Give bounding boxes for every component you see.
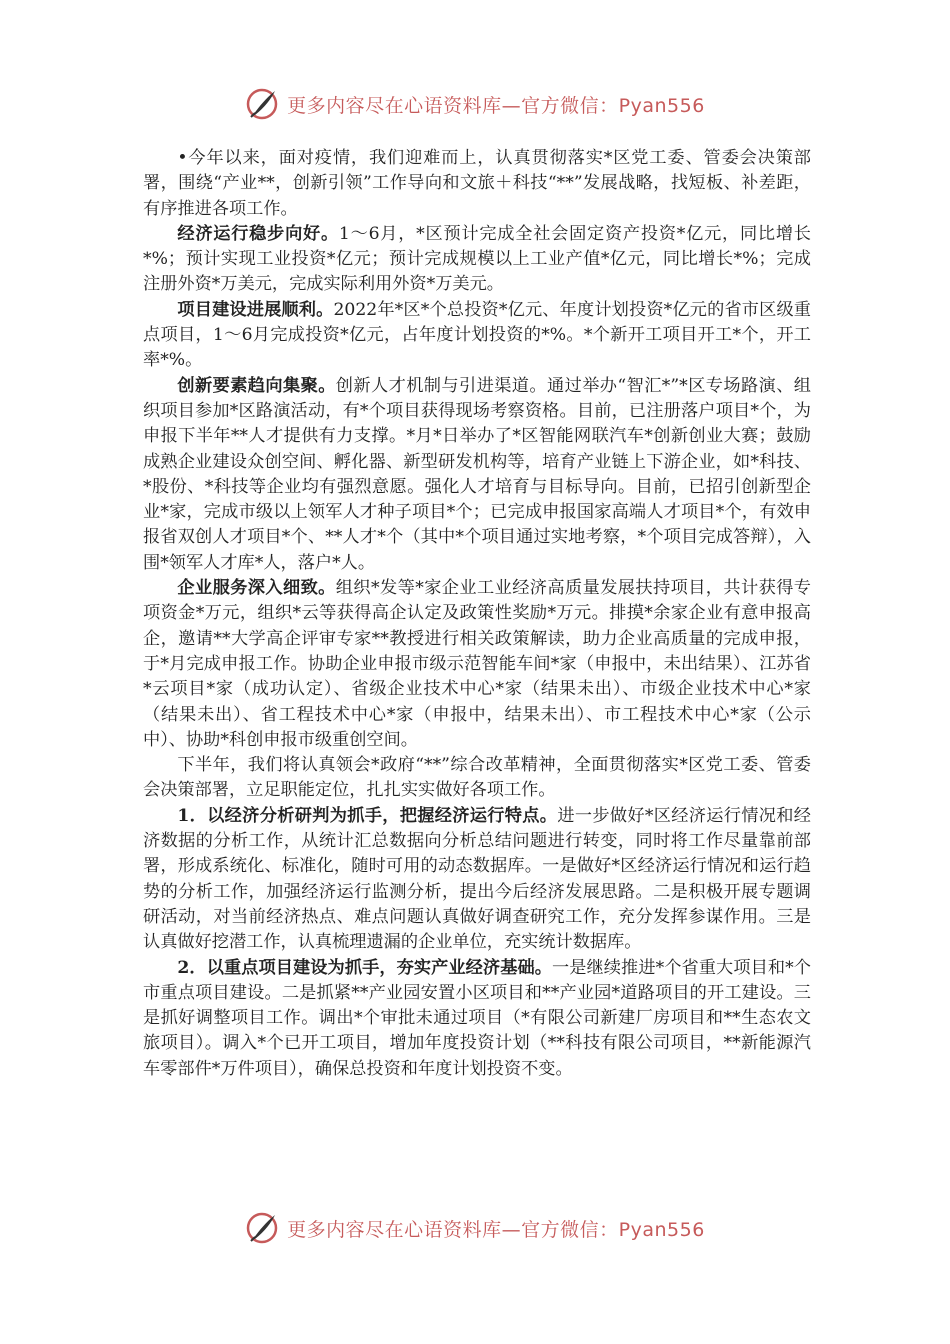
- banner-text: 更多内容尽在心语资料库—官方微信：Pyan556: [287, 94, 705, 117]
- paragraph-item-1: 1．以经济分析研判为抓手，把握经济运行特点。进一步做好*区经济运行情况和经济数据的分析工作，从统计汇总数据向分析总结问题进行转变，同时将工作尽量靠前部署，形成系统化、标准化，随时可用的动态数据库。一是做好*区经济运行情况和运行趋势的分析工作，加强经济运行监测分析，提出今后经济发展思路。二是积极开展专题调研活动，对当前经济热点、难点问题认真做好调查研究工作，充分发挥参谋作用。三是认真做好挖潜工作，认真梳理遗漏的企业单位，充实统计数据库。: [143, 805, 811, 953]
- paragraph-heading: 项目建设进展顺利。: [177, 299, 334, 320]
- paragraph-heading: 2．以重点项目建设为抓手，夯实产业经济基础。: [177, 957, 552, 978]
- document-body: [143, 146, 811, 1082]
- paragraph-heading: 企业服务深入细致。: [177, 578, 336, 599]
- paragraph-second-half: 下半年，我们将认真领会*政府“**”综合改革精神，全面贯彻落实*区党工委、管委会决策部署，立足职能定位，扎扎实实做好各项工作。: [143, 755, 811, 801]
- paragraph-enterprise-service: 企业服务深入细致。组织*发等*家企业工业经济高质量发展扶持项目，共计获得专项资金*万元，组织*云等获得高企认定及政策性奖励*万元。排摸*余家企业有意申报高企，邀请**大学高企评审专家**教授进行相关政策解读，助力企业高质量的完成申报，于*月完成申报工作。协助企业申报市级示范智能车间*家（申报中，未出结果）、江苏省*云项目*家（成功认定）、省级企业技术中心*家（结果未出）、市级企业技术中心*家（结果未出）、省工程技术中心*家（申报中，结果未出）、市工程技术中心*家（公示中）、协助*科创申报市级重创空间。: [143, 578, 811, 750]
- quill-pen-logo-icon: [245, 87, 279, 121]
- header-banner: [0, 84, 950, 124]
- paragraph-heading: 创新要素趋向集聚。: [177, 375, 336, 396]
- footer-banner: [0, 1208, 950, 1248]
- paragraph-innovation: 创新要素趋向集聚。创新人才机制与引进渠道。通过举办“智汇*”*区专场路演、组织项目参加*区路演活动，有*个项目获得现场考察资格。目前，已注册落户项目*个，为申报下半年**人才提供有力支撑。*月*日举办了*区智能网联汽车*创新创业大赛；鼓励成熟企业建设众创空间、孵化器、新型研发机构等，培育产业链上下游企业，如*科技、*股份、*科技等企业均有强烈意愿。强化人才培育与目标导向。目前，已招引创新型企业*家，完成市级以上领军人才种子项目*个；已完成申报国家高端人才项目*个，有效申报省双创人才项目*个、**人才*个（其中*个项目通过实地考察，*个项目完成答辩），入围*领军人才库*人，落户*人。: [143, 375, 811, 573]
- banner-text: 更多内容尽在心语资料库—官方微信：Pyan556: [287, 1218, 705, 1241]
- quill-pen-logo-icon: [245, 1211, 279, 1245]
- paragraph-heading: 经济运行稳步向好。: [177, 223, 339, 244]
- paragraph-heading: 1．以经济分析研判为抓手，把握经济运行特点。: [177, 805, 558, 826]
- paragraph-item-2: 2．以重点项目建设为抓手，夯实产业经济基础。一是继续推进*个省重大项目和*个市重点项目建设。二是抓紧**产业园安置小区项目和**产业园*道路项目的开工建设。三是抓好调整项目工作。调出*个审批未通过项目（*有限公司新建厂房项目和**生态农文旅项目）。调入*个已开工项目，增加年度投资计划（**科技有限公司项目，**新能源汽车零部件*万件项目），确保总投资和年度计划投资不变。: [143, 957, 811, 1079]
- paragraph-economy: 经济运行稳步向好。1～6月，*区预计完成全社会固定资产投资*亿元，同比增长*%；预计实现工业投资*亿元；预计完成规模以上工业产值*亿元，同比增长*%；完成注册外资*万美元，完成实际利用外资*万美元。: [143, 223, 811, 295]
- paragraph-projects: 项目建设进展顺利。2022年*区*个总投资*亿元、年度计划投资*亿元的省市区级重点项目，1～6月完成投资*亿元，占年度计划投资的*%。*个新开工项目开工*个，开工率*%。: [143, 299, 811, 371]
- paragraph-intro: •今年以来，面对疫情，我们迎难而上，认真贯彻落实*区党工委、管委会决策部署，围绕“产业**，创新引领”工作导向和文旅＋科技“**”发展战略，找短板、补差距，有序推进各项工作。: [143, 148, 811, 219]
